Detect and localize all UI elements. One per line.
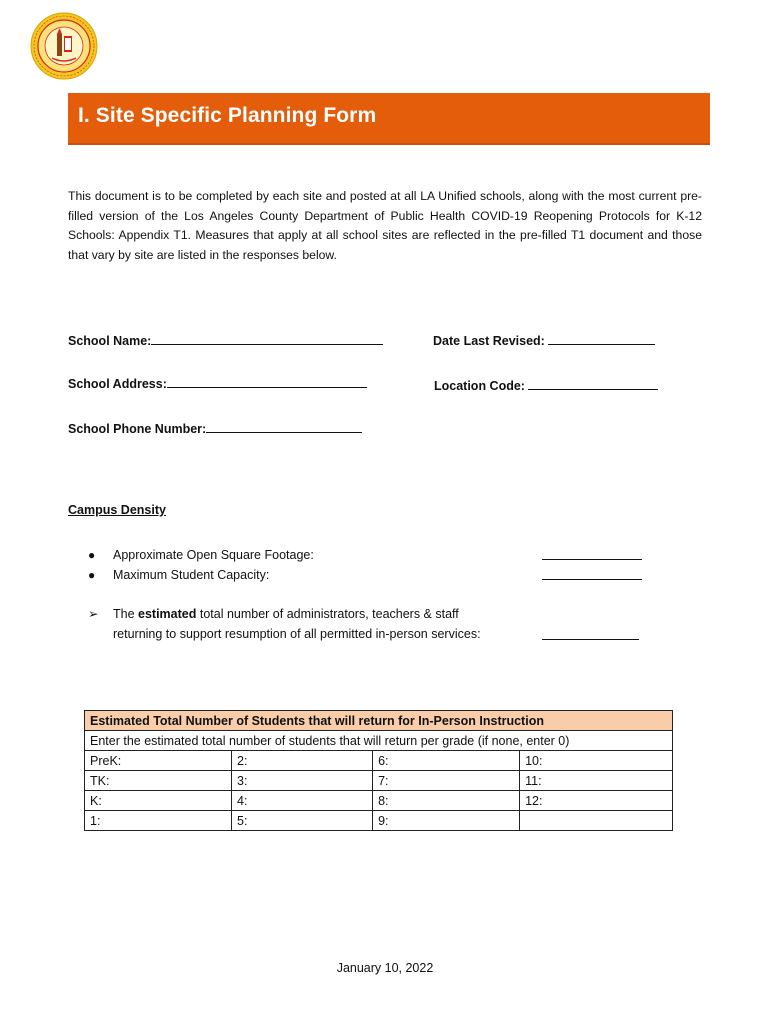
table-header-row [85, 711, 673, 731]
footer-date: January 10, 2022 [336, 961, 434, 975]
school-name-blank[interactable] [151, 332, 383, 345]
grade-cell[interactable] [520, 811, 673, 831]
school-address-label: School Address: [68, 377, 167, 391]
date-revised-label: Date Last Revised: [433, 334, 549, 348]
location-code-label: Location Code: [434, 379, 529, 393]
date-revised-blank[interactable] [548, 332, 655, 345]
lausd-seal-icon [30, 12, 98, 80]
grade-cell[interactable]: 12: [520, 791, 673, 811]
grade-cell[interactable]: 5: [232, 811, 373, 831]
staff-estimate-line1: The estimated total number of administrators, teachers & staff [113, 607, 459, 621]
title-banner [68, 93, 710, 145]
grade-cell[interactable]: 10: [520, 751, 673, 771]
school-phone-label: School Phone Number: [68, 422, 207, 436]
grade-cell[interactable]: 3: [232, 771, 373, 791]
campus-density-heading: Campus Density [68, 503, 166, 517]
grade-cell[interactable]: 8: [373, 791, 520, 811]
school-name-field [68, 332, 383, 348]
table-subheader-row [85, 731, 673, 751]
staff-estimate-item [88, 604, 481, 644]
arrow-bullet-icon: ➢ [88, 607, 99, 621]
table-row [85, 751, 673, 771]
location-code-blank[interactable] [528, 377, 658, 390]
square-footage-label: Approximate Open Square Footage: [113, 548, 314, 562]
grade-cell[interactable]: 6: [373, 751, 520, 771]
intro-paragraph: This document is to be completed by each site and posted at all LA Unified schools, along with the most current pre-filled version of the Los Angeles County Department of Public Health COVID-19 Reopening Protocols for K-12 Schools: Appendix T1. Measures that apply at all school sites are reflected in the pre-filled T1 document and those that vary by site are listed in the responses below. [68, 189, 702, 262]
school-phone-field [68, 420, 362, 436]
list-item [88, 545, 314, 565]
table-header: Estimated Total Number of Students that will return for In-Person Instruction [85, 711, 673, 731]
grade-cell[interactable]: TK: [85, 771, 232, 791]
bullet-icon: ● [88, 548, 96, 562]
date-revised-field [433, 332, 655, 348]
students-table [84, 710, 673, 831]
grade-cell[interactable]: PreK: [85, 751, 232, 771]
school-phone-blank[interactable] [206, 420, 362, 433]
grade-cell[interactable]: 11: [520, 771, 673, 791]
page-title: I. Site Specific Planning Form [78, 104, 377, 127]
school-name-label: School Name: [68, 334, 152, 348]
campus-density-list [88, 545, 314, 585]
grade-cell[interactable]: 7: [373, 771, 520, 791]
student-capacity-label: Maximum Student Capacity: [113, 568, 270, 582]
table-row [85, 791, 673, 811]
student-capacity-blank[interactable] [542, 579, 642, 580]
grade-cell[interactable]: K: [85, 791, 232, 811]
school-address-blank[interactable] [167, 375, 367, 388]
staff-estimate-blank[interactable] [542, 639, 639, 640]
bullet-icon: ● [88, 568, 96, 582]
list-item [88, 565, 314, 585]
location-code-field [434, 377, 658, 393]
school-address-field [68, 375, 367, 391]
grade-cell[interactable]: 1: [85, 811, 232, 831]
grade-cell[interactable]: 4: [232, 791, 373, 811]
grade-cell[interactable]: 9: [373, 811, 520, 831]
grade-cell[interactable]: 2: [232, 751, 373, 771]
table-row [85, 811, 673, 831]
staff-estimate-line2: returning to support resumption of all permitted in-person services: [113, 627, 481, 641]
table-row [85, 771, 673, 791]
square-footage-blank[interactable] [542, 559, 642, 560]
table-subheader: Enter the estimated total number of students that will return per grade (if none, enter 0) [85, 731, 673, 751]
